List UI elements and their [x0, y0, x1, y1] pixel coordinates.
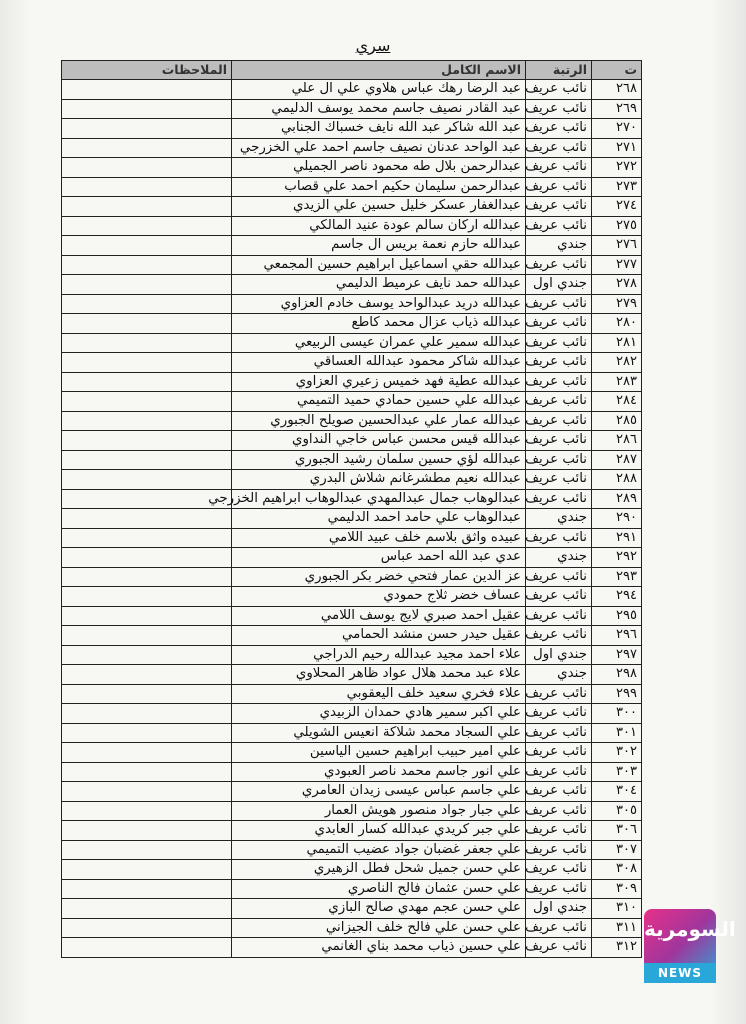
row-number-cell: ٢٧٣ [592, 177, 642, 197]
table-row [62, 392, 642, 412]
full-name-cell: علاء فخري سعيد خلف اليعقوبي [232, 684, 526, 704]
rank-cell: نائب عريف [526, 158, 592, 178]
rank-cell: نائب عريف [526, 879, 592, 899]
table-row [62, 567, 642, 587]
table-row [62, 509, 642, 529]
rank-cell: نائب عريف [526, 528, 592, 548]
table-header-row [62, 61, 642, 80]
table-row [62, 216, 642, 236]
full-name-cell: عبدالله نعيم مطشرغانم شلاش البدري [232, 470, 526, 490]
row-number-cell: ٢٨٠ [592, 314, 642, 334]
full-name-cell: عقيل احمد صبري لايج يوسف اللامي [232, 606, 526, 626]
row-number-cell: ٢٩٣ [592, 567, 642, 587]
table-row [62, 372, 642, 392]
full-name-cell: علي جعفر غضبان جواد عضيب التميمي [232, 840, 526, 860]
full-name-cell: علي جبار جواد منصور هويش العمار [232, 801, 526, 821]
row-number-cell: ٢٦٨ [592, 80, 642, 100]
row-number-cell: ٣٠٤ [592, 782, 642, 802]
row-number-cell: ٢٨٦ [592, 431, 642, 451]
rank-cell: نائب عريف [526, 216, 592, 236]
row-number-cell: ٣٠٨ [592, 860, 642, 880]
row-number-cell: ٢٨٤ [592, 392, 642, 412]
notes-cell [62, 197, 232, 217]
table-row [62, 918, 642, 938]
row-number-cell: ٢٧١ [592, 138, 642, 158]
notes-cell [62, 314, 232, 334]
column-header-number: ت [592, 61, 642, 80]
rank-cell: نائب عريف [526, 626, 592, 646]
notes-cell [62, 489, 232, 509]
row-number-cell: ٢٩٩ [592, 684, 642, 704]
notes-cell [62, 353, 232, 373]
row-number-cell: ٢٩٤ [592, 587, 642, 607]
row-number-cell: ٢٧٧ [592, 255, 642, 275]
row-number-cell: ٢٩٨ [592, 665, 642, 685]
row-number-cell: ٢٧٨ [592, 275, 642, 295]
full-name-cell: علي حسين ذياب محمد بناي الغانمي [232, 938, 526, 958]
table-row [62, 684, 642, 704]
full-name-cell: علي حسن علي فالح خلف الجيزاني [232, 918, 526, 938]
full-name-cell: علي حسن عجم مهدي صالح البازي [232, 899, 526, 919]
table-row [62, 294, 642, 314]
notes-cell [62, 704, 232, 724]
notes-cell [62, 879, 232, 899]
full-name-cell: عبدالله حازم نعمة بريس ال جاسم [232, 236, 526, 256]
table-row [62, 99, 642, 119]
rank-cell: نائب عريف [526, 743, 592, 763]
full-name-cell: عبيده واثق بلاسم خلف عبيد اللامي [232, 528, 526, 548]
table-row [62, 197, 642, 217]
full-name-cell: عبدالغفار عسكر خليل حسين علي الزيدي [232, 197, 526, 217]
rank-cell: نائب عريف [526, 197, 592, 217]
notes-cell [62, 177, 232, 197]
full-name-cell: عبدالله ذياب عزال محمد كاطع [232, 314, 526, 334]
notes-cell [62, 275, 232, 295]
row-number-cell: ٣١١ [592, 918, 642, 938]
rank-cell: نائب عريف [526, 918, 592, 938]
notes-cell [62, 372, 232, 392]
full-name-cell: عبد الله شاكر عبد الله نايف خسباك الجنابي [232, 119, 526, 139]
rank-cell: نائب عريف [526, 99, 592, 119]
row-number-cell: ٢٩٢ [592, 548, 642, 568]
rank-cell: نائب عريف [526, 606, 592, 626]
row-number-cell: ٢٩٦ [592, 626, 642, 646]
rank-cell: نائب عريف [526, 860, 592, 880]
full-name-cell: علاء احمد مجيد عبدالله رحيم الدراجي [232, 645, 526, 665]
notes-cell [62, 684, 232, 704]
notes-cell [62, 665, 232, 685]
rank-cell: نائب عريف [526, 431, 592, 451]
full-name-cell: عز الدين عمار فتحي خضر بكر الجبوري [232, 567, 526, 587]
notes-cell [62, 158, 232, 178]
notes-cell [62, 236, 232, 256]
logo-news-text: NEWS [644, 963, 716, 983]
full-name-cell: علي حسن عثمان فالح الناصري [232, 879, 526, 899]
notes-cell [62, 392, 232, 412]
row-number-cell: ٢٨١ [592, 333, 642, 353]
full-name-cell: علي انور جاسم محمد ناصر العبودي [232, 762, 526, 782]
column-header-notes: الملاحظات [62, 61, 232, 80]
notes-cell [62, 294, 232, 314]
table-row [62, 158, 642, 178]
notes-cell [62, 938, 232, 958]
rank-cell: نائب عريف [526, 314, 592, 334]
rank-cell: نائب عريف [526, 938, 592, 958]
column-header-name: الاسم الكامل [232, 61, 526, 80]
table-row [62, 177, 642, 197]
row-number-cell: ٢٧٥ [592, 216, 642, 236]
full-name-cell: علي جاسم عباس عيسى زيدان العامري [232, 782, 526, 802]
table-row [62, 899, 642, 919]
rank-cell: جندي [526, 509, 592, 529]
row-number-cell: ٢٨٩ [592, 489, 642, 509]
rank-cell: نائب عريف [526, 840, 592, 860]
rank-cell: نائب عريف [526, 587, 592, 607]
column-header-rank: الرتبة [526, 61, 592, 80]
full-name-cell: عبد الواحد عدنان نصيف جاسم احمد علي الخزرجي [232, 138, 526, 158]
row-number-cell: ٢٩٥ [592, 606, 642, 626]
notes-cell [62, 80, 232, 100]
full-name-cell: علي السجاد محمد شلاكة انعيس الشويلي [232, 723, 526, 743]
full-name-cell: عبدالرحمن بلال طه محمود ناصر الجميلي [232, 158, 526, 178]
notes-cell [62, 431, 232, 451]
notes-cell [62, 119, 232, 139]
table-row [62, 528, 642, 548]
rank-cell: نائب عريف [526, 392, 592, 412]
notes-cell [62, 606, 232, 626]
notes-cell [62, 743, 232, 763]
rank-cell: نائب عريف [526, 684, 592, 704]
row-number-cell: ٢٩٧ [592, 645, 642, 665]
full-name-cell: عبدالرحمن سليمان حكيم احمد علي قصاب [232, 177, 526, 197]
row-number-cell: ٢٧٢ [592, 158, 642, 178]
notes-cell [62, 626, 232, 646]
table-row [62, 665, 642, 685]
table-row [62, 353, 642, 373]
rank-cell: نائب عريف [526, 489, 592, 509]
table-row [62, 80, 642, 100]
table-row [62, 821, 642, 841]
rank-cell: نائب عريف [526, 80, 592, 100]
notes-cell [62, 860, 232, 880]
roster-table [61, 60, 642, 958]
table-row [62, 723, 642, 743]
full-name-cell: عبدالله عطية فهد خميس زعيري العزاوي [232, 372, 526, 392]
notes-cell [62, 918, 232, 938]
row-number-cell: ٣٠٦ [592, 821, 642, 841]
table-body [62, 80, 642, 958]
rank-cell: نائب عريف [526, 411, 592, 431]
rank-cell: نائب عريف [526, 704, 592, 724]
row-number-cell: ٣١٢ [592, 938, 642, 958]
rank-cell: نائب عريف [526, 255, 592, 275]
rank-cell: جندي اول [526, 645, 592, 665]
full-name-cell: عساف خضر ثلاج حمودي [232, 587, 526, 607]
table-row [62, 626, 642, 646]
notes-cell [62, 587, 232, 607]
table-row [62, 450, 642, 470]
notes-cell [62, 450, 232, 470]
table-row [62, 236, 642, 256]
table-row [62, 879, 642, 899]
table-row [62, 840, 642, 860]
notes-cell [62, 762, 232, 782]
full-name-cell: علي حسن جميل شحل فطل الزهيري [232, 860, 526, 880]
notes-cell [62, 801, 232, 821]
full-name-cell: عبدالوهاب علي حامد احمد الدليمي [232, 509, 526, 529]
table-row [62, 489, 642, 509]
full-name-cell: عقيل حيدر حسن منشد الحمامي [232, 626, 526, 646]
rank-cell: نائب عريف [526, 821, 592, 841]
table-row [62, 275, 642, 295]
notes-cell [62, 528, 232, 548]
table-row [62, 548, 642, 568]
table-row [62, 801, 642, 821]
row-number-cell: ٢٦٩ [592, 99, 642, 119]
table-row [62, 743, 642, 763]
rank-cell: نائب عريف [526, 294, 592, 314]
table-row [62, 704, 642, 724]
notes-cell [62, 509, 232, 529]
row-number-cell: ٢٧٠ [592, 119, 642, 139]
full-name-cell: عبدالله قيس محسن عباس خاجي النداوي [232, 431, 526, 451]
rank-cell: نائب عريف [526, 353, 592, 373]
full-name-cell: عبدالله لؤي حسين سلمان رشيد الجبوري [232, 450, 526, 470]
table-row [62, 645, 642, 665]
notes-cell [62, 840, 232, 860]
rank-cell: جندي اول [526, 275, 592, 295]
table-row [62, 411, 642, 431]
full-name-cell: عبدالله حمد نايف عرميط الدليمي [232, 275, 526, 295]
full-name-cell: عبدالوهاب جمال عبدالمهدي عبدالوهاب ابراهيم الخزرجي [232, 489, 526, 509]
row-number-cell: ٢٩١ [592, 528, 642, 548]
notes-cell [62, 99, 232, 119]
row-number-cell: ٣٠٩ [592, 879, 642, 899]
notes-cell [62, 567, 232, 587]
news-logo [644, 909, 736, 983]
rank-cell: جندي [526, 548, 592, 568]
table-row [62, 762, 642, 782]
row-number-cell: ٢٧٤ [592, 197, 642, 217]
logo-arabic-text: السومرية [644, 917, 736, 941]
full-name-cell: عبدالله دريد عبدالواحد يوسف خادم العزاوي [232, 294, 526, 314]
row-number-cell: ٣٠٢ [592, 743, 642, 763]
row-number-cell: ٢٧٩ [592, 294, 642, 314]
rank-cell: نائب عريف [526, 470, 592, 490]
rank-cell: نائب عريف [526, 450, 592, 470]
notes-cell [62, 470, 232, 490]
full-name-cell: علي اكبر سمير هادي حمدان الزبيدي [232, 704, 526, 724]
table-row [62, 138, 642, 158]
full-name-cell: عبدالله شاكر محمود عبدالله العساقي [232, 353, 526, 373]
notes-cell [62, 333, 232, 353]
row-number-cell: ٣٠١ [592, 723, 642, 743]
notes-cell [62, 899, 232, 919]
row-number-cell: ٢٨٥ [592, 411, 642, 431]
row-number-cell: ٢٨٧ [592, 450, 642, 470]
rank-cell: نائب عريف [526, 723, 592, 743]
row-number-cell: ٢٨٢ [592, 353, 642, 373]
row-number-cell: ٢٨٣ [592, 372, 642, 392]
rank-cell: نائب عريف [526, 567, 592, 587]
table-row [62, 119, 642, 139]
notes-cell [62, 782, 232, 802]
table-row [62, 255, 642, 275]
full-name-cell: عبدالله سمير علي عمران عيسى الربيعي [232, 333, 526, 353]
table-row [62, 314, 642, 334]
notes-cell [62, 138, 232, 158]
notes-cell [62, 821, 232, 841]
rank-cell: نائب عريف [526, 372, 592, 392]
row-number-cell: ٣٠٥ [592, 801, 642, 821]
rank-cell: جندي اول [526, 899, 592, 919]
table-row [62, 606, 642, 626]
full-name-cell: عبدالله حقي اسماعيل ابراهيم حسين المجمعي [232, 255, 526, 275]
table-row [62, 587, 642, 607]
notes-cell [62, 645, 232, 665]
rank-cell: نائب عريف [526, 782, 592, 802]
notes-cell [62, 216, 232, 236]
table-row [62, 333, 642, 353]
notes-cell [62, 723, 232, 743]
row-number-cell: ٢٨٨ [592, 470, 642, 490]
full-name-cell: عبدالله عمار علي عبدالحسين صويلح الجبوري [232, 411, 526, 431]
rank-cell: نائب عريف [526, 177, 592, 197]
rank-cell: نائب عريف [526, 801, 592, 821]
rank-cell: نائب عريف [526, 762, 592, 782]
table-row [62, 938, 642, 958]
row-number-cell: ٣٠٣ [592, 762, 642, 782]
full-name-cell: عبدالله اركان سالم عودة عنيد المالكي [232, 216, 526, 236]
rank-cell: نائب عريف [526, 138, 592, 158]
full-name-cell: عبد القادر نصيف جاسم محمد يوسف الدليمي [232, 99, 526, 119]
table-row [62, 782, 642, 802]
rank-cell: جندي [526, 665, 592, 685]
full-name-cell: علي جبر كريدي عبدالله كسار العابدي [232, 821, 526, 841]
row-number-cell: ٣٠٠ [592, 704, 642, 724]
table-row [62, 470, 642, 490]
rank-cell: جندي [526, 236, 592, 256]
full-name-cell: عبد الرضا رهك عباس هلاوي علي ال علي [232, 80, 526, 100]
page-title: سري [355, 36, 391, 55]
notes-cell [62, 548, 232, 568]
full-name-cell: عبدالله علي حسين حمادي حميد التميمي [232, 392, 526, 412]
rank-cell: نائب عريف [526, 119, 592, 139]
notes-cell [62, 255, 232, 275]
row-number-cell: ٢٧٦ [592, 236, 642, 256]
full-name-cell: علاء عبد محمد هلال عواد ظاهر المحلاوي [232, 665, 526, 685]
full-name-cell: علي امير حبيب ابراهيم حسين الياسين [232, 743, 526, 763]
table-row [62, 860, 642, 880]
row-number-cell: ٢٩٠ [592, 509, 642, 529]
notes-cell [62, 411, 232, 431]
row-number-cell: ٣١٠ [592, 899, 642, 919]
row-number-cell: ٣٠٧ [592, 840, 642, 860]
rank-cell: نائب عريف [526, 333, 592, 353]
table-row [62, 431, 642, 451]
full-name-cell: عدي عبد الله احمد عباس [232, 548, 526, 568]
